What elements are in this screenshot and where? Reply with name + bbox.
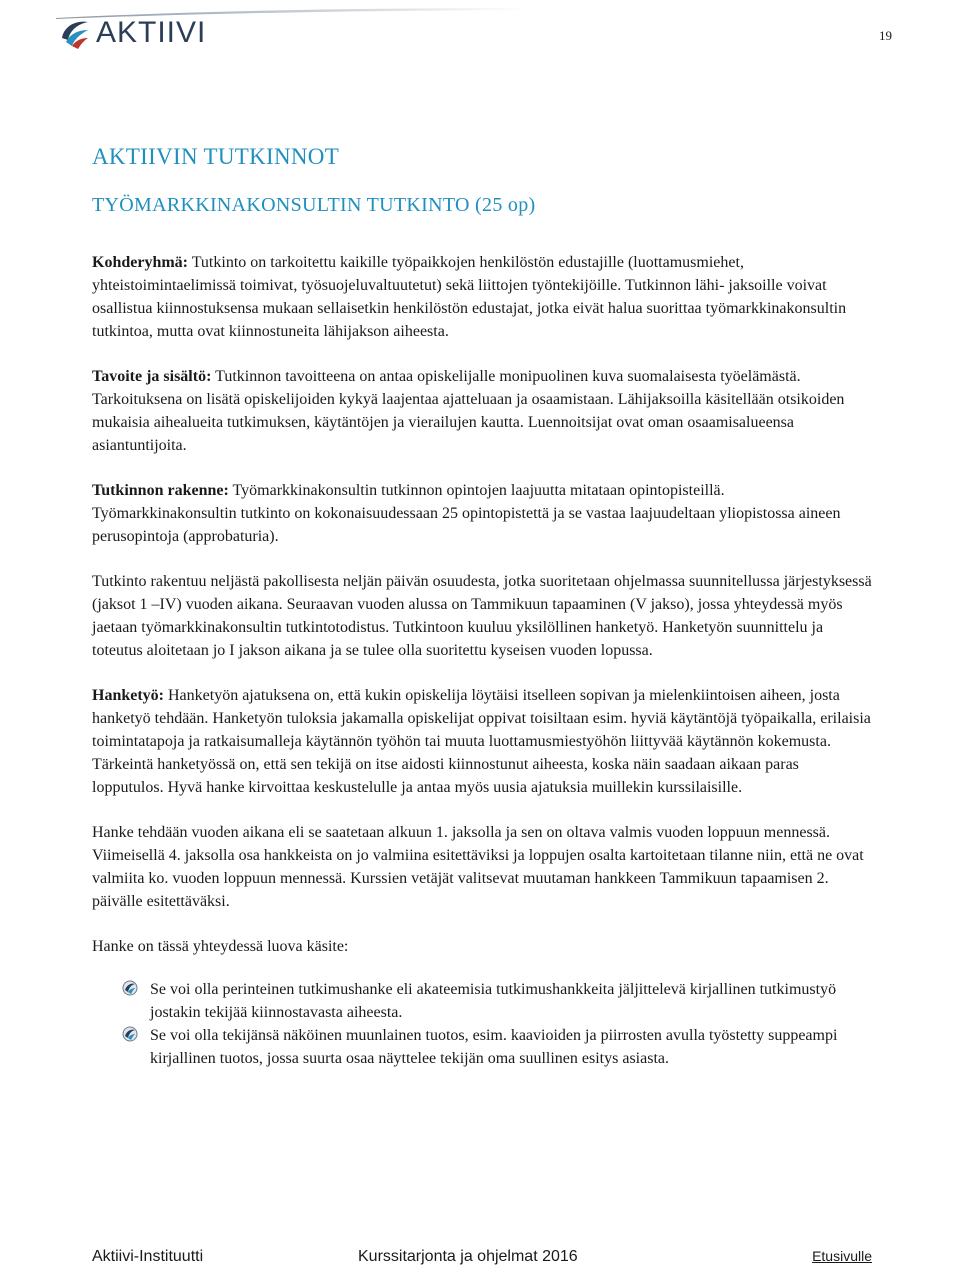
bullet-text: Se voi olla perinteinen tutkimushanke eli akateemisia tutkimushankkeita jäljittelevä kirjallinen tutkimustyö jostakin tekijää kiinnostavasta aiheesta. [150,981,837,1021]
bullet-list [92,978,872,1070]
paragraph-text: Tutkinto on tarkoitettu kaikille työpaikkojen henkilöstön edustajille (luottamusmiehet, yhteistoimintaelimissä toimivat, työsuojeluvaltuutetut) sekä liittojen työntekijöille. Tutkinnon lähi- jaksoille voivat osallistua kiinnostuksensa mukaan sellaisetkin henkilöstön edustajat, jotka eivät halua suorittaa työmarkkinakonsultin tutkintoa, mutta ovat kiinnostuneita lähijakson aiheesta. [92,254,847,340]
paragraph-text: Tutkinnon tavoitteena on antaa opiskelijalle monipuolinen kuva suomalaisesta työelämästä. Tarkoituksena on lisätä opiskelijoiden kykyä laajentaa ajatteluaan ja osaamistaan. Lähijaksoilla käsitellään otsikoiden mukaisia aihealueita tutkimuksen, käytäntöjen ja vierailujen kautta. Luennoitsijat ovat oman osaamisalueensa asiantuntijoita. [92,368,845,454]
logo-text: AKTIIVI [96,16,207,49]
paragraph-project-timeline [92,821,872,913]
paragraph-schedule [92,570,872,662]
main-content [92,144,872,1070]
paragraph-text: Hanke on tässä yhteydessä luova käsite: [92,938,349,955]
page-number: 19 [879,28,892,43]
bullet-text: Se voi olla tekijänsä näköinen muunlainen tuotos, esim. kaavioiden ja piirrosten avulla työstetty suppeampi kirjallinen tuotos, jossa suurta osaa näyttelee tekijän oma suullinen esitys asiasta. [150,1027,838,1067]
paragraph-project-concept [92,935,872,958]
aktiivi-logo-mark-icon [58,16,92,50]
list-item [92,978,872,1024]
paragraph-lead: Tavoite ja sisältö: [92,368,212,385]
paragraph-lead: Hanketyö: [92,687,164,704]
home-link[interactable]: Etusivulle [812,1248,872,1264]
section-title: TYÖMARKKINAKONSULTIN TUTKINTO (25 op) [92,194,536,216]
paragraph-text: Hanketyön ajatuksena on, että kukin opiskelija löytäisi itselleen sopivan ja mielenkiintoisen aiheen, josta hanketyö tehdään. Hanketyön tuloksia jakamalla opiskelijat oppivat toisiltaan esim. hyviä käytäntöjä työpaikalla, erilaisia toimintatapoja ja ratkaisumalleja käytännön työhön tai muuta luottamusmiestyöhön liittyvää käytännön kokemusta. Tärkeintä hanketyössä on, että sen tekijä on itse aidosti kiinnostunut aiheesta, koska näin saadaan aikaan paras lopputulos. Hyvä hanke kirvoittaa keskustelulle ja antaa myös uusia ajatuksia muillekin kurssilaisille. [92,687,871,796]
paragraph-text: Tutkinto rakentuu neljästä pakollisesta neljän päivän osuudesta, jotka suoritetaan ohjelmassa suunnitellussa järjestyksessä (jaksot 1 –IV) vuoden aikana. Seuraavan vuoden alussa on Tammikuun tapaaminen (V jakso), jossa yhteydessä myös jaetaan työmarkkinakonsultin tutkintotodistus. Tutkintoon kuuluu yksilöllinen hanketyö. Hanketyön suunnittelu ja toteutus aloitetaan jo I jakson aikana ja se tulee olla suoritettu kyseisen vuoden lopussa. [92,573,872,659]
bullet-icon [122,980,138,996]
paragraph-lead: Kohderyhmä: [92,254,188,271]
footer-organization: Aktiivi-Instituutti [92,1248,204,1265]
paragraph-goal [92,365,872,457]
list-item [92,1024,872,1070]
page-footer [92,1248,872,1270]
paragraph-text: Hanke tehdään vuoden aikana eli se saatetaan alkuun 1. jaksolla ja sen on oltava valmis vuoden loppuun mennessä. Viimeisellä 4. jaksolla osa hankkeista on jo valmiina esitettäviksi ja loppujen osalta kartoitetaan tilanne niin, että ne ovat valmiita ko. vuoden loppuun mennessä. Kurssien vetäjät valitsevat muutaman hankkeen Tammikuun tapaamisen 2. päivälle esitettäväksi. [92,824,864,910]
paragraph-target-group [92,251,872,343]
paragraph-lead: Tutkinnon rakenne: [92,482,229,499]
aktiivi-logo[interactable] [58,16,206,50]
footer-document-title: Kurssitarjonta ja ohjelmat 2016 [358,1248,578,1265]
paragraph-structure [92,479,872,548]
bullet-icon [122,1026,138,1042]
paragraph-project-work [92,684,872,799]
page-title: AKTIIVIN TUTKINNOT [92,144,340,169]
page-header [0,0,960,80]
paragraph-text: Työmarkkinakonsultin tutkinnon opintojen laajuutta mitataan opintopisteillä. Työmarkkinakonsultin tutkinto on kokonaisuudessaan 25 opintopistettä ja se vastaa laajuudeltaan yliopistossa aineen perusopintoja (approbaturia). [92,482,841,545]
